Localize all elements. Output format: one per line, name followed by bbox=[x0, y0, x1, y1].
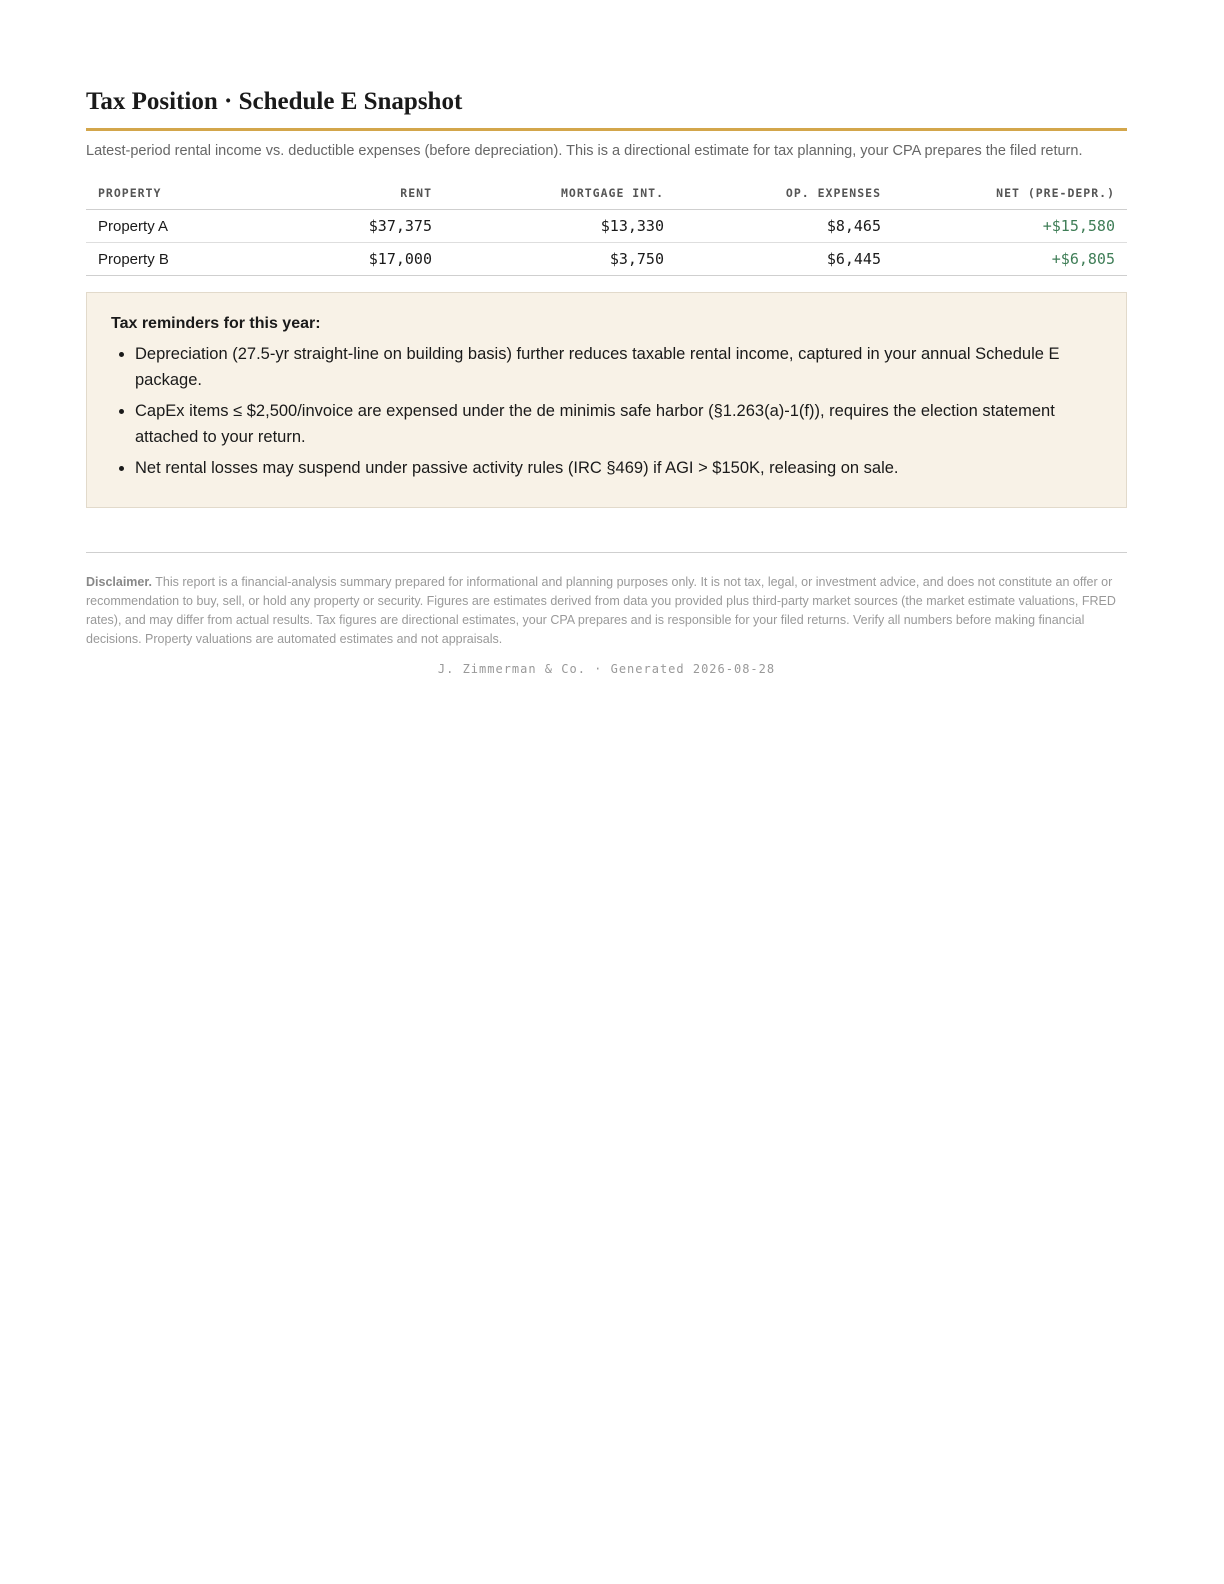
page-title: Tax Position · Schedule E Snapshot bbox=[86, 86, 1127, 131]
table-row bbox=[86, 210, 1127, 243]
property-name: Property B bbox=[86, 243, 260, 276]
column-header-net: NET (PRE-DEPR.) bbox=[893, 177, 1127, 210]
tax-reminders-callout bbox=[86, 292, 1127, 508]
schedule-e-table bbox=[86, 177, 1127, 276]
rent-value: $17,000 bbox=[260, 243, 444, 276]
property-name: Property A bbox=[86, 210, 260, 243]
operating-expenses-value: $6,445 bbox=[676, 243, 893, 276]
table-row bbox=[86, 243, 1127, 276]
disclaimer bbox=[86, 573, 1127, 649]
mortgage-interest-value: $3,750 bbox=[444, 243, 676, 276]
table-header-row bbox=[86, 177, 1127, 210]
footer-credit: J. Zimmerman & Co. · Generated 2026-08-28 bbox=[437, 662, 776, 676]
disclaimer-text: This report is a financial-analysis summary prepared for informational and planning purposes only. It is not tax, legal, or investment advice, and does not constitute an offer or recommendation to buy, sell, or hold any property or security. Figures are estimates derived from data you provided plus third-party market sources (the market estimate valuations, FRED rates), and may differ from actual results. Tax figures are directional estimates, your CPA prepares and is responsible for your filed returns. Verify all numbers before making financial decisions. Property valuations are automated estimates and not appraisals. bbox=[86, 575, 1116, 646]
report-page bbox=[86, 86, 1127, 676]
mortgage-interest-value: $13,330 bbox=[444, 210, 676, 243]
section-divider bbox=[86, 552, 1127, 553]
reminder-item-depreciation: • Depreciation (27.5-yr straight-line on building basis) further reduces taxable rental income, captured in your annual Schedule E package. bbox=[135, 341, 1102, 393]
column-header-property: PROPERTY bbox=[86, 177, 260, 210]
reminder-item-capex: • CapEx items ≤ $2,500/invoice are expensed under the de minimis safe harbor (§1.263(a)-1(f)), requires the election statement attached to your return. bbox=[135, 398, 1102, 450]
column-header-op-expenses: OP. EXPENSES bbox=[676, 177, 893, 210]
page-subtitle: Latest-period rental income vs. deductible expenses (before depreciation). This is a directional estimate for tax planning, your CPA prepares the filed return. bbox=[86, 143, 1083, 159]
rent-value: $37,375 bbox=[260, 210, 444, 243]
column-header-mortgage-int: MORTGAGE INT. bbox=[444, 177, 676, 210]
column-header-rent: RENT bbox=[260, 177, 444, 210]
net-pre-depreciation-value: +$6,805 bbox=[893, 243, 1127, 276]
reminders-list bbox=[111, 341, 1102, 481]
callout-title: Tax reminders for this year: bbox=[111, 315, 321, 332]
net-pre-depreciation-value: +$15,580 bbox=[893, 210, 1127, 243]
operating-expenses-value: $8,465 bbox=[676, 210, 893, 243]
disclaimer-label: Disclaimer. bbox=[86, 575, 153, 589]
reminder-item-passive-losses: • Net rental losses may suspend under passive activity rules (IRC §469) if AGI > $150K, releasing on sale. bbox=[135, 455, 1102, 481]
